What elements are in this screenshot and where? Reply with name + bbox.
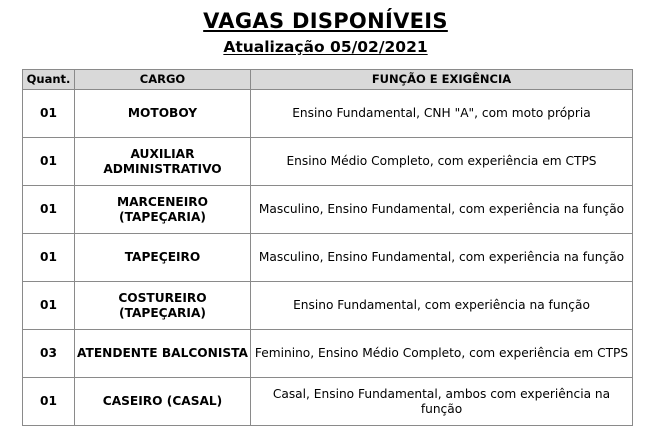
column-header-function: FUNÇÃO E EXIGÊNCIA xyxy=(251,70,633,90)
table-row xyxy=(23,186,633,234)
quantity-cell: 01 xyxy=(23,90,75,138)
cargo-cell: CASEIRO (CASAL) xyxy=(75,378,251,426)
function-cell: Masculino, Ensino Fundamental, com experiência na função xyxy=(251,234,633,282)
cargo-cell: ATENDENTE BALCONISTA xyxy=(75,330,251,378)
update-date: Atualização 05/02/2021 xyxy=(223,38,428,56)
table-header-row xyxy=(23,70,633,90)
table-row xyxy=(23,330,633,378)
jobs-table xyxy=(22,69,633,426)
column-header-cargo: CARGO xyxy=(75,70,251,90)
cargo-cell: MOTOBOY xyxy=(75,90,251,138)
function-cell: Ensino Fundamental, CNH "A", com moto própria xyxy=(251,90,633,138)
table-row xyxy=(23,378,633,426)
quantity-cell: 01 xyxy=(23,282,75,330)
table-row xyxy=(23,90,633,138)
table-row xyxy=(23,138,633,186)
function-cell: Ensino Fundamental, com experiência na função xyxy=(251,282,633,330)
function-cell: Casal, Ensino Fundamental, ambos com experiência na função xyxy=(251,378,633,426)
quantity-cell: 01 xyxy=(23,186,75,234)
table-row xyxy=(23,282,633,330)
function-cell: Feminino, Ensino Médio Completo, com experiência em CTPS xyxy=(251,330,633,378)
function-cell: Masculino, Ensino Fundamental, com experiência na função xyxy=(251,186,633,234)
page-title: VAGAS DISPONÍVEIS xyxy=(203,9,448,33)
function-cell: Ensino Médio Completo, com experiência em CTPS xyxy=(251,138,633,186)
quantity-cell: 01 xyxy=(23,234,75,282)
cargo-cell: TAPEÇEIRO xyxy=(75,234,251,282)
quantity-cell: 01 xyxy=(23,138,75,186)
quantity-cell: 01 xyxy=(23,378,75,426)
cargo-cell: COSTUREIRO (TAPEÇARIA) xyxy=(75,282,251,330)
cargo-cell: MARCENEIRO (TAPEÇARIA) xyxy=(75,186,251,234)
column-header-quantity: Quant. xyxy=(23,70,75,90)
table-row xyxy=(23,234,633,282)
cargo-cell: AUXILIAR ADMINISTRATIVO xyxy=(75,138,251,186)
quantity-cell: 03 xyxy=(23,330,75,378)
